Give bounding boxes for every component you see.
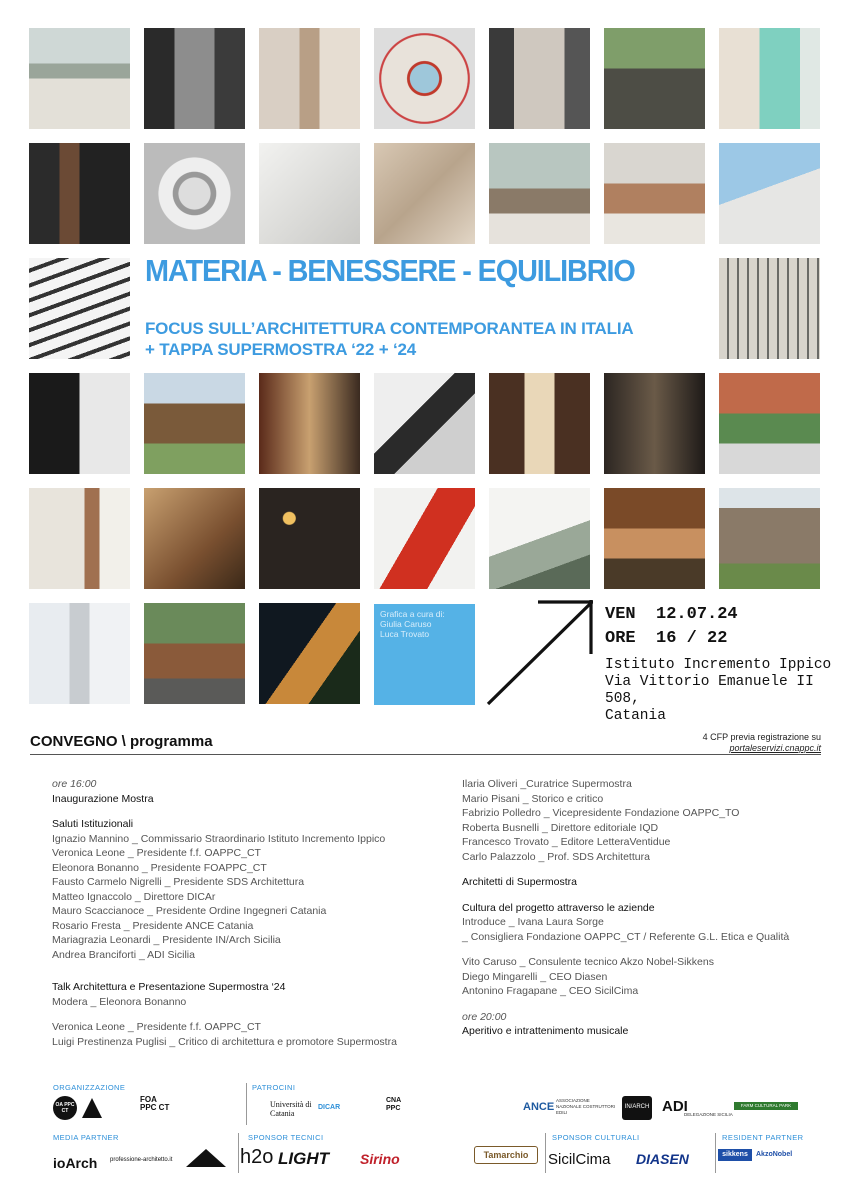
photo-tile [29, 373, 130, 474]
speaker: Eleonora Bonanno _ Presidente FOAPPC_CT [52, 861, 267, 874]
separator [715, 1133, 716, 1173]
speaker: Matteo Ignaccolo _ Direttore DICAr [52, 890, 216, 903]
cfp-text: 4 CFP previa registrazione su [702, 732, 821, 742]
photo-tile [259, 488, 360, 589]
photo-tile [29, 488, 130, 589]
photo-tile [719, 373, 820, 474]
photo-tile [374, 143, 475, 244]
patrocini-label: PATROCINI [252, 1083, 296, 1092]
separator [238, 1133, 239, 1173]
photo-tile [259, 373, 360, 474]
photo-tile [719, 143, 820, 244]
photo-tile [604, 28, 705, 129]
venue-city: Catania [605, 708, 666, 724]
inarch-logo [622, 1096, 652, 1120]
arrow-icon [480, 596, 600, 711]
speaker: Fabrizio Polledro _ Vicepresidente Fondazione OAPPC_TO [462, 807, 740, 819]
photo-tile [259, 28, 360, 129]
diasen-logo: DIASEN [636, 1151, 689, 1167]
oappc-text: OA PPC CT [55, 1102, 75, 1114]
speaker: Diego Mingarelli _ CEO Diasen [462, 970, 608, 983]
program-left-column [52, 777, 442, 1049]
program-right-column [462, 777, 832, 1039]
speaker: Ignazio Mannino _ Commissario Straordinario Istituto Incremento Ippico [52, 832, 386, 845]
photo-tile [489, 28, 590, 129]
section-title: Cultura del progetto attraverso le aziende [462, 901, 655, 914]
speaker: Fausto Carmelo Nigrelli _ Presidente SDS Architettura [52, 876, 305, 888]
main-title: MATERIA - BENESSERE - EQUILIBRIO [145, 253, 635, 288]
farm-text: FARM CULTURAL PARK [740, 1103, 792, 1108]
light-logo: LIGHT [278, 1149, 329, 1168]
photo-tile [29, 143, 130, 244]
graphics-credit-box [374, 604, 475, 705]
introducer-role: _ Consigliera Fondazione OAPPC_CT / Referente G.L. Etica e Qualità [462, 930, 790, 943]
ioarch-logo: ioArch [53, 1155, 98, 1171]
speaker: Luigi Prestinenza Puglisi _ Critico di architettura e promotore Supermostra [52, 1035, 397, 1048]
speaker: Rosario Fresta _ Presidente ANCE Catania [52, 919, 254, 932]
photo-tile [719, 488, 820, 589]
speaker: Mariagrazia Leonardi _ Presidente IN/Arch Sicilia [52, 934, 281, 946]
credit-name-1: Giulia Caruso [380, 619, 432, 629]
oappc-mark-icon [80, 1096, 104, 1120]
inarch-text: IN/ARCH [624, 1104, 650, 1110]
photo-tile [259, 143, 360, 244]
akzonobel-logo: AkzoNobel [756, 1151, 793, 1158]
subtitle-line-1: FOCUS SULL’ARCHITETTURA CONTEMPORANTEA IN ITALIA [145, 319, 634, 338]
ance-subtitle: ASSOCIAZIONE NAZIONALE COSTRUTTORI EDILI [556, 1098, 616, 1115]
speaker: Mauro Scaccianoce _ Presidente Ordine Ingegneri Catania [52, 905, 327, 917]
separator [545, 1133, 546, 1173]
program-header: CONVEGNO \ programma [30, 733, 213, 750]
photo-tile [374, 488, 475, 589]
section-title: Architetti di Supermostra [462, 876, 577, 888]
photo-tile [144, 488, 245, 589]
speaker: Antonino Fragapane _ CEO SicilCima [462, 985, 639, 997]
organizzazione-label: ORGANIZZAZIONE [53, 1083, 126, 1092]
speaker: Veronica Leone _ Presidente f.f. OAPPC_CT [52, 1021, 261, 1033]
tamarchio-text: Tamarchio [483, 1150, 529, 1160]
sirino-logo: Sirino [360, 1151, 400, 1167]
media-partner-label: MEDIA PARTNER [53, 1133, 119, 1142]
photo-tile [604, 143, 705, 244]
h2o-logo: h2o [240, 1146, 274, 1168]
section-title: Inaugurazione Mostra [52, 792, 154, 805]
dicar-logo: DICAR [318, 1104, 341, 1111]
event-date: VEN 12.07.24 [605, 605, 738, 624]
sikkens-logo [718, 1149, 752, 1161]
photo-tile [144, 143, 245, 244]
photo-tile [29, 603, 130, 704]
photo-tile [144, 28, 245, 129]
photo-tile [29, 28, 130, 129]
speaker: Ilaria Oliveri _Curatrice Supermostra [462, 778, 632, 790]
time-label: ore 20:00 [462, 1010, 507, 1023]
unict-logo: Università di Catania [270, 1100, 312, 1118]
ance-logo: ANCE [523, 1101, 555, 1113]
photo-tile [374, 28, 475, 129]
subtitle [145, 318, 633, 360]
photo-tile [719, 28, 820, 129]
event-time: ORE 16 / 22 [605, 629, 728, 648]
photo-tile [29, 258, 130, 359]
sponsor-tecnici-label: SPONSOR TECNICI [248, 1133, 324, 1142]
photo-tile [374, 373, 475, 474]
separator [246, 1083, 247, 1125]
oappc-logo [53, 1096, 77, 1120]
event-venue [605, 657, 849, 725]
photo-tile [604, 488, 705, 589]
speaker: Francesco Trovato _ Editore LetteraVentidue [462, 836, 671, 848]
speaker: Vito Caruso _ Consulente tecnico Akzo Nobel-Sikkens [462, 956, 714, 968]
adi-subtitle: DELEGAZIONE SICILIA [684, 1112, 733, 1117]
sikkens-text: sikkens [722, 1151, 748, 1158]
speaker: Mario Pisani _ Storico e critico [462, 792, 604, 805]
tamarchio-logo [474, 1146, 538, 1164]
event-datetime [605, 603, 738, 651]
speaker: Carlo Palazzolo _ Prof. SDS Architettura [462, 850, 650, 863]
speaker: Andrea Branciforti _ ADI Sicilia [52, 948, 195, 961]
sponsor-culturali-label: SPONSOR CULTURALI [552, 1133, 640, 1142]
photo-tile [259, 603, 360, 704]
venue-address: Via Vittorio Emanuele II 508, [605, 674, 814, 707]
section-title: Saluti Istituzionali [52, 818, 134, 830]
adi-logo: ADI [662, 1098, 688, 1115]
farm-logo [734, 1102, 798, 1110]
sponsor-mark-icon [186, 1147, 226, 1169]
sicilcima-logo: SicilCima [548, 1151, 611, 1168]
photo-tile [489, 143, 590, 244]
cnappc-logo: CNA PPC [386, 1097, 401, 1112]
credit-label: Grafica a cura di: [380, 609, 445, 619]
photo-tile [489, 373, 590, 474]
subtitle-line-2: + TAPPA SUPERMOSTRA ‘22 + ‘24 [145, 340, 416, 359]
photo-tile [719, 258, 820, 359]
photo-tile [144, 603, 245, 704]
foappc-logo: FOA PPC CT [140, 1095, 170, 1112]
speaker: Veronica Leone _ Presidente f.f. OAPPC_CT [52, 847, 261, 859]
photo-tile [604, 373, 705, 474]
section-title: Talk Architettura e Presentazione Supermostra ‘24 [52, 981, 286, 993]
venue-name: Istituto Incremento Ippico [605, 657, 832, 673]
speaker: Roberta Busnelli _ Direttore editoriale IQD [462, 821, 659, 834]
photo-tile [144, 373, 245, 474]
time-label: ore 16:00 [52, 778, 97, 790]
credit-name-2: Luca Trovato [380, 629, 430, 639]
moderator: Modera _ Eleonora Bonanno [52, 995, 187, 1008]
section-title: Aperitivo e intrattenimento musicale [462, 1025, 629, 1037]
photo-tile [489, 488, 590, 589]
resident-partner-label: RESIDENT PARTNER [722, 1133, 804, 1142]
pa-logo: professione-architetto.it [110, 1157, 173, 1163]
divider [30, 754, 821, 755]
cfp-link[interactable]: portaleservizi.cnappc.it [729, 743, 821, 753]
introducer: Introduce _ Ivana Laura Sorge [462, 916, 604, 928]
cfp-note [703, 732, 821, 754]
